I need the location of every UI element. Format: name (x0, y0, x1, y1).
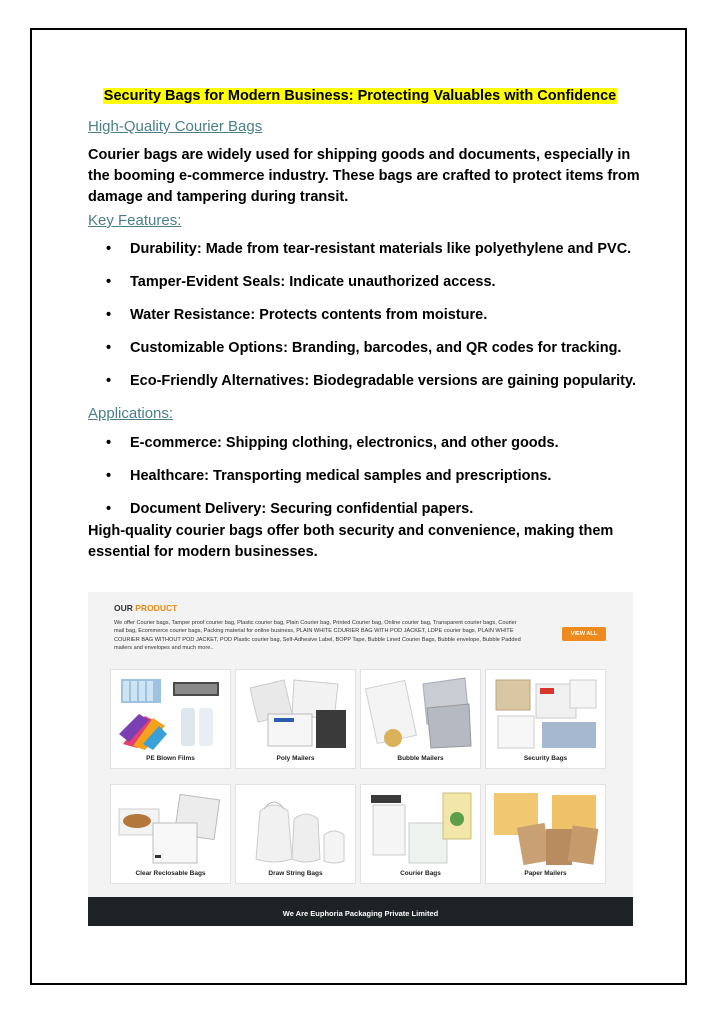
title-wrap (0, 87, 720, 105)
list-item: • Water Resistance: Protects contents from moisture. (88, 305, 648, 325)
pe-blown-films-image (115, 674, 226, 752)
product-label: Draw String Bags (268, 870, 323, 877)
courier-bags-image (365, 789, 476, 867)
product-card-clear-reclosable-bags (110, 784, 231, 884)
product-card-paper-mailers (485, 784, 606, 884)
clear-reclosable-bags-image (115, 789, 226, 867)
document-title: Security Bags for Modern Business: Protecting Valuables with Confidence (103, 88, 617, 104)
product-label: Clear Reclosable Bags (135, 870, 206, 877)
product-label: Security Bags (523, 755, 568, 762)
product-card-pe-blown-films (110, 669, 231, 769)
key-features-list (88, 239, 648, 404)
product-label: Poly Mailers (276, 755, 315, 762)
bubble-mailers-image (365, 674, 476, 752)
closing-paragraph: High-quality courier bags offer both security and convenience, making them essential for modern businesses. (88, 523, 614, 560)
applications-list (88, 433, 648, 532)
list-item: • E-commerce: Shipping clothing, electronics, and other goods. (88, 433, 648, 453)
heading-high-quality-courier-bags: High-Quality Courier Bags (88, 118, 263, 135)
list-item: • Healthcare: Transporting medical samples and prescriptions. (88, 466, 648, 486)
product-label: Courier Bags (400, 870, 441, 877)
product-label: Paper Mailers (524, 870, 567, 877)
company-footer-banner: We Are Euphoria Packaging Private Limited (88, 897, 633, 926)
product-label: Bubble Mailers (397, 755, 444, 762)
product-card-draw-string-bags (235, 784, 356, 884)
product-card-bubble-mailers (360, 669, 481, 769)
list-item: • Eco-Friendly Alternatives: Biodegradable versions are gaining popularity. (88, 371, 648, 391)
product-showcase-image (88, 592, 633, 926)
list-item: • Durability: Made from tear-resistant materials like polyethylene and PVC. (88, 239, 648, 259)
poly-mailers-image (240, 674, 351, 752)
product-label: PE Blown Films (146, 755, 195, 762)
product-description: We offer Courier bags, Tamper proof courier bag, Plastic courier bag, Plain Courier bag, Printed Courier bag, Online courier bag, Transparent courier bags, Courier mail bag, Ecommerce courier bags, Packing material for online business, PLAIN WHITE COURIER BAG WITH POD JACKET, LDPE courier bags, PLAIN WHITE COURIER BAG WITHOUT POD JACKET, POD Plastic courier bag, Self-Adhesive Label, BOPP Tape, Bubble Lined Courier Bags, Bubble envelope, Bubble Padded mailers and envelopes and much more.. (114, 620, 521, 652)
security-bags-image (490, 674, 601, 752)
view-all-button: VIEW ALL (562, 627, 606, 641)
paper-mailers-image (490, 789, 601, 867)
heading-applications: Applications: (88, 405, 174, 422)
heading-key-features: Key Features: (88, 212, 182, 229)
product-card-security-bags (485, 669, 606, 769)
draw-string-bags-image (240, 789, 351, 867)
product-card-poly-mailers (235, 669, 356, 769)
our-product-heading: OUR PRODUCT (114, 603, 178, 613)
intro-paragraph: Courier bags are widely used for shipping goods and documents, especially in the booming e-commerce industry. These bags are crafted to protect items from damage and tampering during transit. (88, 147, 640, 205)
list-item: • Document Delivery: Securing confidential papers. (88, 499, 648, 519)
list-item: • Customizable Options: Branding, barcodes, and QR codes for tracking. (88, 338, 648, 358)
product-card-courier-bags (360, 784, 481, 884)
list-item: • Tamper-Evident Seals: Indicate unauthorized access. (88, 272, 648, 292)
